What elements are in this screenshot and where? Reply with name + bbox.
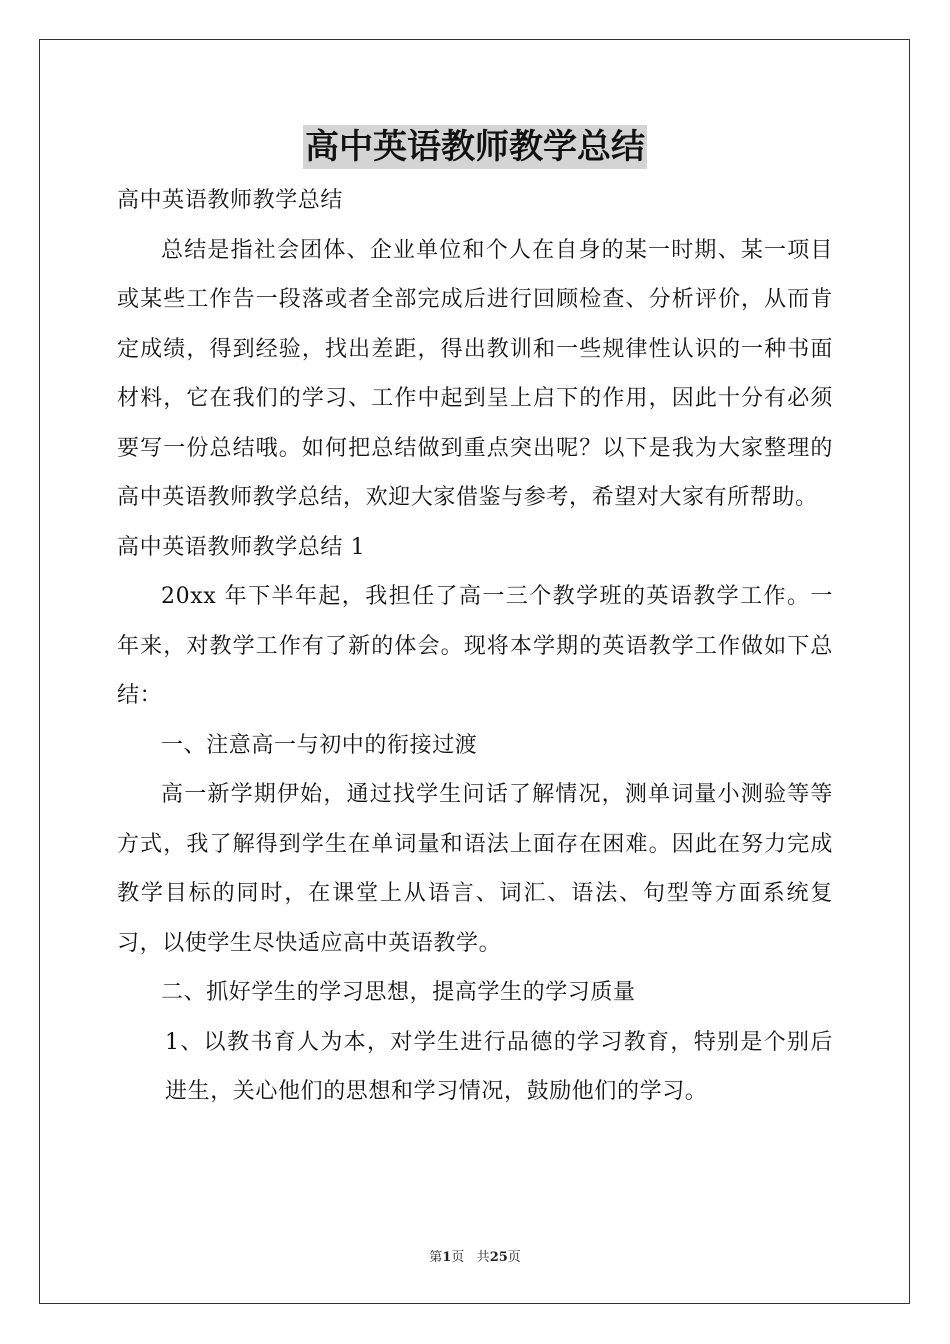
title-container bbox=[0, 125, 950, 169]
subtitle-paragraph: 高中英语教师教学总结 bbox=[117, 188, 344, 213]
section-heading-2: 二、抓好学生的学习思想，提高学生的学习质量 bbox=[161, 980, 636, 1005]
page-label-suffix: 页 bbox=[451, 1250, 465, 1265]
total-label-prefix: 共 bbox=[476, 1250, 490, 1265]
page-total: 25 bbox=[489, 1250, 508, 1265]
section-heading-1: 一、注意高一与初中的衔接过渡 bbox=[161, 732, 478, 758]
document-title: 高中英语教师教学总结 bbox=[305, 127, 645, 167]
page-label-prefix: 第 bbox=[429, 1250, 443, 1265]
page-footer bbox=[0, 1246, 950, 1265]
body-paragraph-1: 高一新学期伊始，通过找学生问话了解情况，测单词量小测验等等方式，我了解得到学生在单词量和语法上面存在困难。因此在努力完成教学目标的同时，在课堂上从语言、词汇、语法、句型等方面系统复习，以使学生尽快适应高中英语教学。 bbox=[117, 782, 833, 956]
list-item-1: 1、以教书育人为本，对学生进行品德的学习教育，特别是个别后进生，关心他们的思想和学习情况，鼓励他们的学习。 bbox=[165, 1029, 833, 1104]
total-label-suffix: 页 bbox=[507, 1250, 521, 1265]
document-body bbox=[117, 176, 833, 1117]
intro-paragraph: 总结是指社会团体、企业单位和个人在自身的某一时期、某一项目或某些工作告一段落或者全部完成后进行回顾检查、分析评价，从而肯定成绩，得到经验，找出差距，得出教训和一些规律性认识的一种书面材料，它在我们的学习、工作中起到呈上启下的作用，因此十分有必须要写一份总结哦。如何把总结做到重点突出呢？以下是我为大家整理的高中英语教师教学总结，欢迎大家借鉴与参考，希望对大家有所帮助。 bbox=[117, 237, 833, 510]
section-heading: 高中英语教师教学总结 1 bbox=[117, 534, 366, 560]
body-paragraph: 20xx 年下半年起，我担任了高一三个教学班的英语教学工作。一年来，对教学工作有了新的体会。现将本学期的英语教学工作做如下总结： bbox=[117, 584, 833, 708]
page-current: 1 bbox=[442, 1250, 452, 1265]
